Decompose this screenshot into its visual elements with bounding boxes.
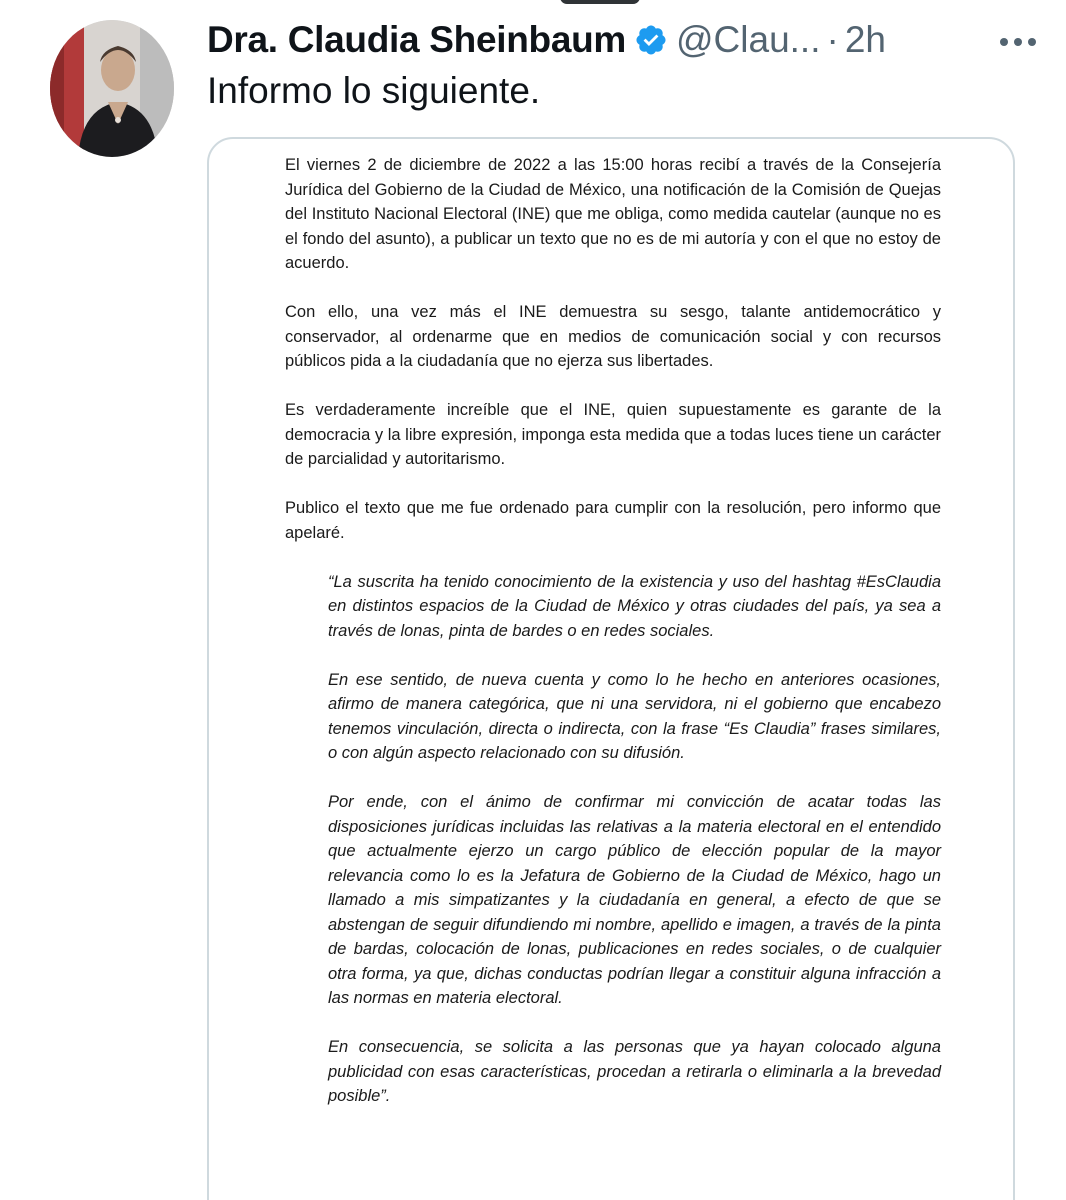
more-options-button[interactable] — [990, 24, 1046, 60]
more-horizontal-icon — [999, 37, 1037, 47]
author-handle[interactable]: @Clau... — [676, 19, 821, 60]
statement-paragraph: Publico el texto que me fue ordenado para cumplir con la resolución, pero informo que apelaré. — [285, 499, 941, 542]
tweet-header — [207, 14, 1046, 66]
avatar[interactable] — [50, 20, 174, 157]
tweet-text: Informo lo siguiente. — [207, 70, 541, 111]
statement-paragraph: El viernes 2 de diciembre de 2022 a las 15:00 horas recibí a través de la Consejería Jurídica del Gobierno de la Ciudad de México, una notificación de la Comisión de Quejas del Instituto Nacional Electoral (INE) que me obliga, como medida cautelar (aunque no es el fondo del asunto), a publicar un texto que no es de mi autoría y con el que no estoy de acuerdo. — [285, 156, 941, 272]
tweet-timestamp[interactable]: 2h — [844, 19, 886, 60]
quoted-paragraph: Por ende, con el ánimo de confirmar mi convicción de acatar todas las disposiciones jurídicas incluidas las relativas a la materia electoral en el entendido que actualmente ejerzo un cargo público de elección popular de la mayor relevancia como lo es la Jefatura de Gobierno de la Ciudad de México, hago un llamado a mis simpatizantes y la ciudadanía en general, a efecto de que se abstengan de seguir difundiendo mi nombre, apellido e imagen, a través de la pinta de bardas, colocación de lonas, publicaciones en redes sociales, o de cualquier otra forma, ya que, dichas conductas podrían llegar a constituir alguna infracción a las normas en materia electoral. — [328, 793, 941, 1007]
previous-tweet-edge — [560, 0, 640, 4]
verified-badge-icon — [634, 23, 668, 57]
statement-paragraph: Es verdaderamente increíble que el INE, quien supuestamente es garante de la democracia y la libre expresión, imponga esta medida que a todas luces tiene un carácter de parcialidad y autoritarismo. — [285, 401, 941, 468]
author-display-name[interactable]: Dra. Claudia Sheinbaum — [207, 19, 626, 60]
avatar-photo — [50, 20, 174, 157]
statement-paragraph: Con ello, una vez más el INE demuestra su sesgo, talante antidemocrático y conservador, al ordenarme que en medios de comunicación social y con recursos públicos pida a la ciudadanía que no ejerza sus libertades. — [285, 303, 941, 370]
quoted-paragraph: En ese sentido, de nueva cuenta y como lo he hecho en anteriores ocasiones, afirmo de manera categórica, que ni una servidora, ni el gobierno que encabezo tenemos vinculación, directa o indirecta, con la frase “Es Claudia” frases similares, o con algún aspecto relacionado con su difusión. — [328, 670, 941, 762]
quoted-paragraph: “La suscrita ha tenido conocimiento de la existencia y uso del hashtag #EsClaudia en distintos espacios de la Ciudad de México y otras ciudades del país, ya sea a través de lonas, pinta de bardes o en redes sociales. — [328, 572, 941, 640]
attached-image[interactable] — [207, 137, 1015, 1200]
statement-document — [285, 153, 941, 1133]
separator-dot: · — [826, 19, 839, 60]
quoted-paragraph: En consecuencia, se solicita a las personas que ya hayan colocado alguna publicidad con esas características, procedan a retirarla o eliminarla a la brevedad posible”. — [328, 1038, 941, 1105]
